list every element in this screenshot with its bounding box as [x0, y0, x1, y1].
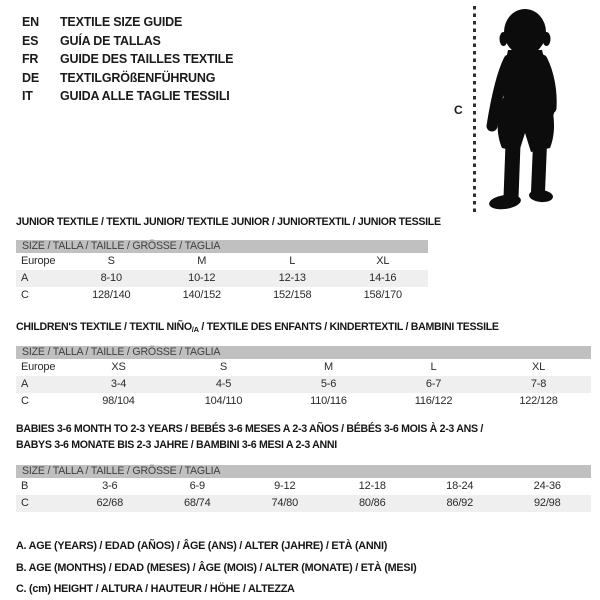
title-line: BABIES 3-6 MONTH TO 2-3 YEARS / BEBÉS 3-6 MESES A 2-3 AÑOS / BÉBÉS 3-6 MOIS À 2-3 ANS /: [16, 423, 484, 435]
row-label: Europe: [21, 361, 56, 373]
size-cell: 110/116: [310, 395, 347, 407]
row-label: Europe: [21, 255, 56, 267]
language-list: [22, 13, 233, 106]
size-cell: 68/74: [183, 497, 211, 509]
row-label: B: [21, 480, 29, 492]
language-title: GUÍA DE TALLAS: [60, 33, 161, 48]
legend-line-c: C. (cm) HEIGHT / ALTURA / HAUTEUR / HÖHE / ALTEZZA: [16, 583, 295, 595]
title-part: CHILDREN'S TEXTILE / TEXTIL NIÑO: [16, 321, 192, 333]
babies-size-table: [16, 422, 591, 512]
size-cell: 12-18: [358, 480, 386, 492]
toddler-silhouette-icon: [481, 6, 577, 210]
row-label: C: [21, 289, 29, 301]
size-cell: 86/92: [446, 497, 474, 509]
size-cell: 8-10: [100, 272, 122, 284]
language-title: TEXTILGRÖßENFÜHRUNG: [60, 70, 216, 85]
size-cell: 6-7: [425, 378, 442, 390]
size-cell: M: [197, 255, 207, 267]
language-code: IT: [22, 89, 33, 104]
size-cell: 7-8: [530, 378, 547, 390]
junior-size-table: [16, 216, 441, 304]
language-title: GUIDE DES TAILLES TEXTILE: [60, 52, 234, 67]
language-code: FR: [22, 52, 39, 67]
size-cell: M: [324, 361, 333, 373]
row-label: C: [21, 395, 29, 407]
size-cell: S: [107, 255, 115, 267]
size-cell: XL: [376, 255, 390, 267]
table-title: JUNIOR TEXTILE / TEXTIL JUNIOR/ TEXTILE JUNIOR / JUNIORTEXTIL / JUNIOR TESSILE: [16, 216, 441, 228]
legend-line-b: B. AGE (MONTHS) / EDAD (MESES) / ÂGE (MOIS) / ALTER (MONATE) / ETÀ (MESI): [16, 561, 417, 574]
table-row: [16, 495, 591, 512]
size-cell: 10-12: [188, 272, 216, 284]
size-cell: 3-6: [102, 480, 118, 492]
height-measure-line: [473, 6, 476, 212]
row-label: A: [21, 272, 29, 284]
language-row-de: [22, 69, 233, 88]
size-cell: L: [430, 361, 437, 373]
size-header-bar: SIZE / TALLA / TAILLE / GRÖSSE / TAGLIA: [16, 465, 591, 478]
size-cell: XS: [111, 361, 126, 373]
size-header-bar: SIZE / TALLA / TAILLE / GRÖSSE / TAGLIA: [16, 240, 428, 253]
size-cell: L: [289, 255, 296, 267]
size-cell: 128/140: [92, 289, 131, 301]
language-row-fr: [22, 50, 233, 69]
row-label: C: [21, 497, 29, 509]
table-row: [16, 376, 591, 393]
table-row: [16, 270, 428, 287]
size-cell: 12-13: [278, 272, 306, 284]
size-cell: 3-4: [110, 378, 127, 390]
title-part: / TEXTILE DES ENFANTS / KINDERTEXTIL / BAMBINI TESSILE: [198, 321, 499, 333]
table-title: [16, 321, 591, 334]
size-cell: XL: [531, 361, 546, 373]
size-cell: S: [219, 361, 228, 373]
size-cell: 152/158: [273, 289, 312, 301]
size-cell: 18-24: [446, 480, 474, 492]
size-cell: 158/170: [363, 289, 402, 301]
table-row: [16, 287, 428, 304]
language-code: ES: [22, 33, 39, 48]
size-cell: 24-36: [533, 480, 561, 492]
table-row: [16, 253, 428, 270]
size-cell: 62/68: [96, 497, 124, 509]
size-cell: 9-12: [274, 480, 296, 492]
size-cell: 140/152: [182, 289, 221, 301]
language-row-en: [22, 13, 233, 32]
size-cell: 4-5: [215, 378, 232, 390]
size-cell: 14-16: [369, 272, 397, 284]
size-cell: 104/110: [204, 395, 243, 407]
language-title: TEXTILE SIZE GUIDE: [60, 15, 183, 29]
language-row-it: [22, 87, 233, 106]
measurement-legend: [16, 536, 416, 600]
size-header-bar: SIZE / TALLA / TAILLE / GRÖSSE / TAGLIA: [16, 346, 591, 359]
size-cell: 92/98: [533, 497, 561, 509]
size-cell: 74/80: [271, 497, 299, 509]
language-title: GUIDA ALLE TAGLIE TESSILI: [60, 89, 230, 104]
table-title: [16, 422, 591, 453]
table-row: [16, 359, 591, 376]
row-label: A: [21, 378, 29, 390]
height-marker-label: C: [454, 103, 463, 117]
table-row: [16, 393, 591, 410]
title-line: BABYS 3-6 MONATE BIS 2-3 JAHRE / BAMBINI 3-6 MESI A 2-3 ANNI: [16, 438, 337, 451]
children-size-table: [16, 321, 591, 410]
table-row: [16, 478, 591, 495]
size-cell: 116/122: [414, 395, 453, 407]
size-cell: 6-9: [189, 480, 205, 492]
size-cell: 80/86: [358, 497, 386, 509]
title-part-subscript: /A: [191, 325, 199, 334]
language-row-es: [22, 32, 233, 51]
size-cell: 122/128: [519, 395, 558, 407]
language-code: EN: [22, 15, 39, 29]
size-cell: 98/104: [102, 395, 135, 407]
language-code: DE: [22, 70, 39, 85]
size-cell: 5-6: [320, 378, 337, 390]
legend-line-a: A. AGE (YEARS) / EDAD (AÑOS) / ÂGE (ANS) / ALTER (JAHRE) / ETÀ (ANNI): [16, 540, 388, 552]
